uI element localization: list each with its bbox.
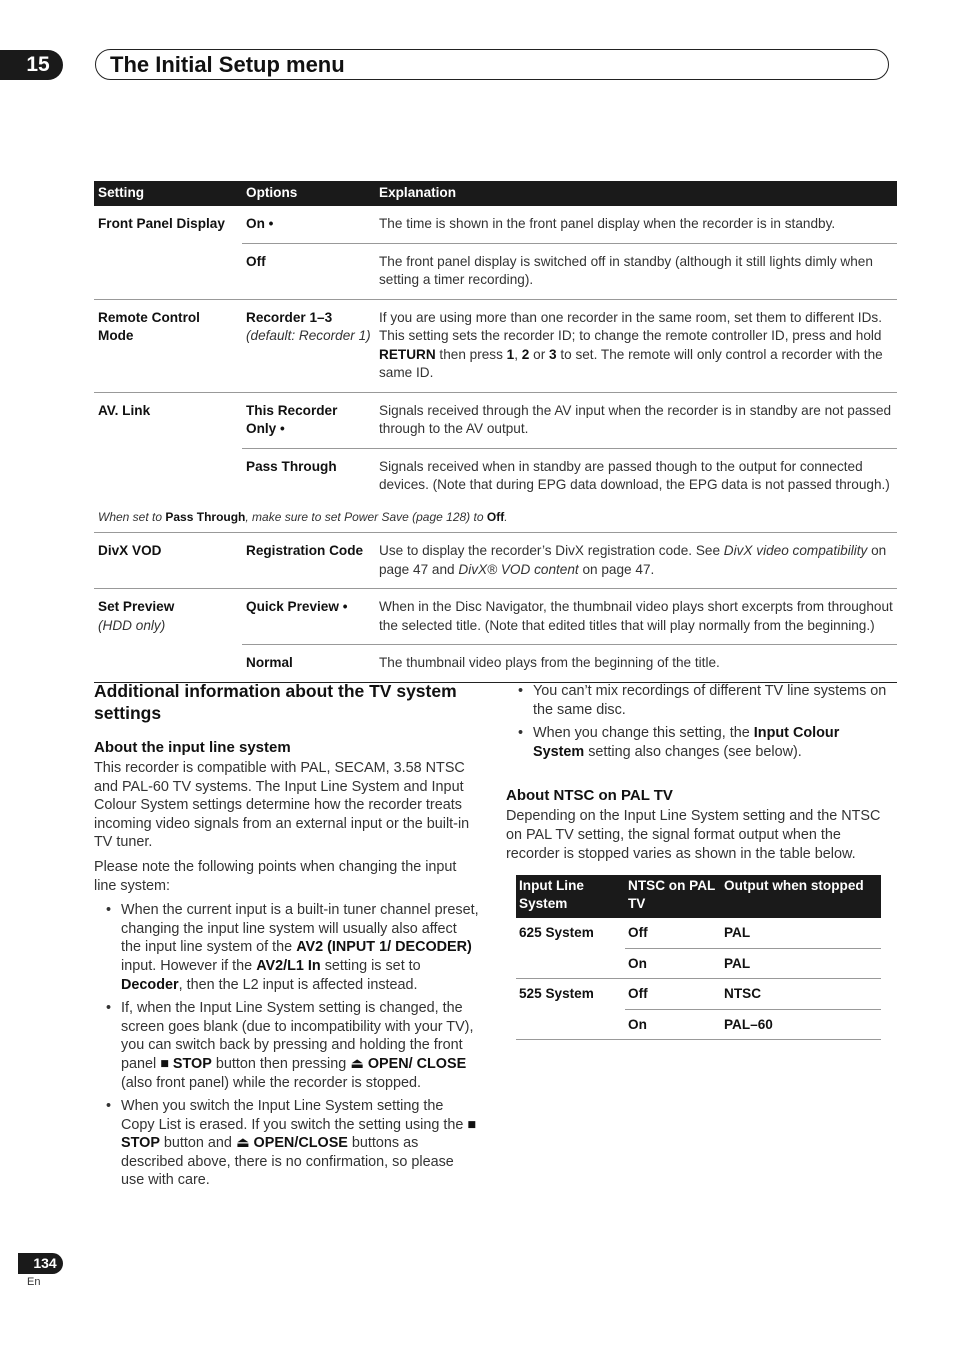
text: (also front panel) while the recorder is stopped.: [121, 1074, 421, 1091]
cell: PAL: [721, 918, 881, 948]
open-close-button-label: ⏏ OPEN/CLOSE: [235, 1135, 348, 1152]
key-2: 2: [521, 346, 530, 362]
cell: NTSC: [721, 979, 881, 1010]
language-label: En: [27, 1276, 41, 1288]
text: on page 47 and: [379, 543, 887, 577]
page-title-box: [95, 49, 889, 80]
text: setting is set to: [320, 957, 421, 974]
table-header-row: [516, 875, 881, 918]
key-1: 1: [506, 346, 515, 362]
setting-preview: [94, 589, 242, 683]
paragraph: This recorder is compatible with PAL, SECAM, 3.58 NTSC and PAL-60 TV systems. The Input Line System and Input Colour System settings determine how the recorder treats incoming video signals from an external input or the built-in TV tuner.: [94, 760, 470, 851]
cell: PAL–60: [721, 1009, 881, 1040]
text: When you switch the Input Line System setting the Copy List is erased. If you switch the setting using the: [121, 1098, 468, 1133]
setting-preview-note: (HDD only): [98, 617, 166, 633]
bullet-list: [94, 901, 480, 1190]
page-number: 134: [27, 1253, 63, 1274]
bullet-list: [506, 682, 892, 761]
setting-front-panel: Front Panel Display: [94, 206, 242, 299]
explanation: The time is shown in the front panel display when the recorder is in standby.: [375, 206, 897, 243]
cell: Off: [625, 918, 721, 948]
table-row: [516, 918, 881, 948]
ntsc-table: [516, 875, 881, 1040]
text: then press: [435, 346, 507, 362]
explanation: The front panel display is switched off in standby (although it still lights dimly when setting a timer recording).: [375, 243, 897, 299]
text: button and: [159, 1135, 236, 1152]
setting-remote-control: Remote Control Mode: [94, 299, 242, 392]
text: input. However if the: [121, 957, 257, 974]
cell: 525 System: [516, 979, 625, 1040]
option-recorder: [242, 299, 375, 392]
table-row: [94, 206, 897, 243]
subheading-input-line: About the input line system: [94, 739, 291, 756]
text: , make sure to set Power Save (page 128) to: [245, 509, 487, 524]
cell: On: [625, 1009, 721, 1040]
text: AV2 (INPUT 1/ DECODER): [296, 939, 472, 956]
text: DivX® VOD content: [458, 561, 579, 577]
table-header-row: [94, 181, 897, 206]
av-link-note: [94, 504, 897, 533]
text: to set. The remote will only control a recorder with the same ID.: [379, 346, 883, 380]
list-item: [506, 724, 892, 761]
text: .: [504, 509, 508, 524]
option-quick-preview: Quick Preview •: [242, 589, 375, 645]
option-pass-through: Pass Through: [246, 458, 337, 474]
text: ,: [514, 346, 522, 362]
text: Pass Through: [165, 509, 246, 524]
explanation: The thumbnail video plays from the beginning of the title.: [375, 645, 897, 683]
text: , then the L2 input is affected instead.: [178, 976, 418, 993]
text: When the current input is a built-in tuner channel preset, changing the input line system will usually also affect the input line system of the: [121, 902, 479, 956]
col-ntsc: NTSC on PAL TV: [625, 875, 721, 918]
cell: On: [625, 948, 721, 979]
chapter-number: 15: [13, 50, 63, 80]
text: Decoder: [121, 976, 179, 993]
text: Off: [486, 509, 505, 524]
cell: Off: [625, 979, 721, 1010]
left-column: [94, 680, 480, 1195]
table-row: [94, 589, 897, 645]
text: Use to display the recorder’s DivX registration code. See: [379, 543, 724, 558]
setting-divx: DivX VOD: [94, 533, 242, 589]
subheading-ntsc: About NTSC on PAL TV: [506, 787, 673, 805]
setting-av-link: AV. Link: [98, 402, 151, 418]
page-title: The Initial Setup menu: [110, 52, 345, 77]
option-on: On •: [242, 206, 375, 243]
table-row: [94, 299, 897, 392]
col-options: Options: [242, 181, 375, 206]
list-item: [94, 901, 480, 994]
explanation: [375, 299, 897, 392]
list-item: [94, 999, 480, 1092]
text: DivX video compatibility: [723, 543, 868, 558]
explanation: Signals received through the AV input when the recorder is in standby are not passed through to the AV output.: [375, 392, 897, 448]
table-row: [94, 533, 897, 589]
table-row: [94, 392, 897, 448]
text: When set to: [98, 509, 166, 524]
open-close-button-label: ⏏ OPEN/ CLOSE: [350, 1055, 467, 1072]
col-input-line: Input Line System: [516, 875, 625, 918]
text: buttons as described above, there is no confirmation, so please use with care.: [121, 1135, 454, 1189]
option-normal: Normal: [242, 645, 375, 683]
option-off: Off: [242, 243, 375, 299]
cell: 625 System: [516, 918, 625, 979]
settings-table: [94, 181, 897, 683]
text: on page 47.: [578, 561, 655, 577]
paragraph: Please note the following points when changing the input line system:: [94, 858, 457, 894]
setting-preview-label: Set Preview: [98, 599, 175, 614]
option-recorder-label: Recorder 1–3: [246, 309, 333, 325]
text: Input Colour System: [533, 725, 840, 760]
table-row: [516, 979, 881, 1010]
stop-button-label: ■ STOP: [160, 1055, 212, 1072]
text: button then pressing: [211, 1055, 351, 1072]
stop-button-label: ■ STOP: [121, 1116, 477, 1152]
explanation: [375, 533, 897, 589]
col-setting: Setting: [94, 181, 242, 206]
section-heading: Additional information about the TV system settings: [94, 681, 457, 723]
text: setting also changes (see below).: [584, 743, 802, 760]
cell: PAL: [721, 948, 881, 979]
list-item: [94, 1097, 480, 1190]
table-note-row: [94, 504, 897, 533]
right-column: [506, 680, 892, 1040]
key-return: RETURN: [379, 346, 436, 362]
option-recorder-default: (default: Recorder 1): [246, 328, 371, 343]
option-this-recorder: This Recorder Only •: [242, 392, 375, 448]
text: If you are using more than one recorder in the same room, set them to different IDs. This setting sets the recorder ID; to change the remote controller ID, press and hold: [379, 309, 882, 343]
key-3: 3: [549, 346, 557, 362]
col-explanation: Explanation: [375, 181, 897, 206]
text: If, when the Input Line System setting is changed, the screen goes blank (due to incompatibility with your TV), you can switch back by pressing and holding the front panel: [121, 1000, 474, 1072]
option-registration: Registration Code: [242, 533, 375, 589]
text: When you change this setting, the: [533, 725, 754, 742]
text: AV2/L1 In: [256, 957, 321, 974]
explanation: When in the Disc Navigator, the thumbnail video plays short excerpts from throughout the selected title. (Note that edited titles that will play normally from the beginning.): [375, 589, 897, 645]
paragraph: Depending on the Input Line System setting and the NTSC on PAL TV setting, the signal format output when the recorder is stopped varies as shown in the table below.: [506, 808, 881, 862]
text: or: [529, 346, 549, 362]
col-output: Output when stopped: [721, 875, 881, 918]
list-item: • You can’t mix recordings of different TV line systems on the same disc.: [506, 682, 892, 719]
explanation: Signals received when in standby are passed though to the output for connected devices. (Note that during EPG data download, the EPG data is not passed through.): [379, 458, 890, 492]
